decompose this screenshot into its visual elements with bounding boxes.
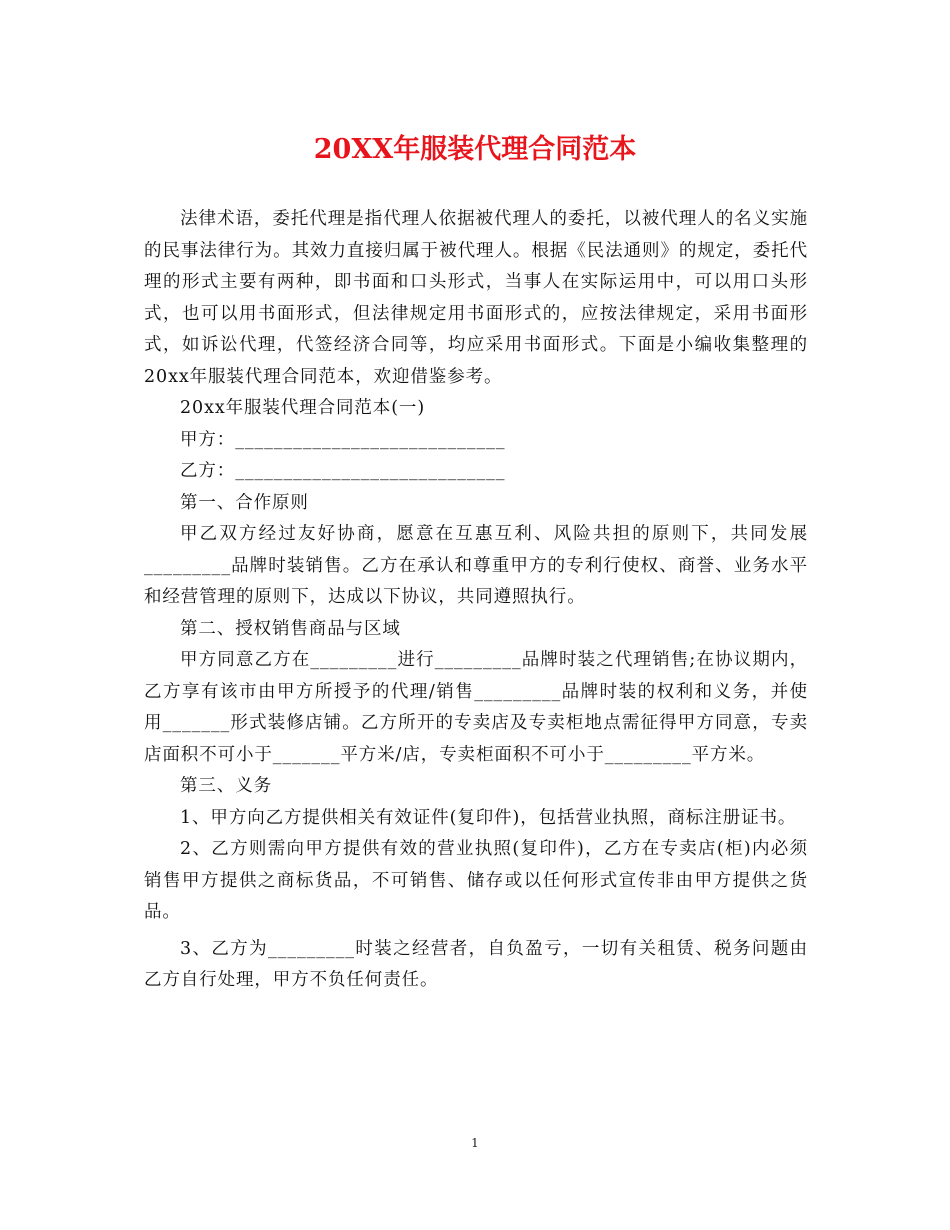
paragraph-party-a: 甲方：____________________________ <box>180 429 506 450</box>
section-heading-cooperation: 第一、合作原则 <box>180 492 309 513</box>
paragraph-intro: 法律术语，委托代理是指代理人依据被代理人的委托，以被代理人的名义实施的民事法律行为。其效力直接归属于被代理人。根据《民法通则》的规定，委托代理的形式主要有两种，即书面和口头形式，当事人在实际运用中，可以用口头形式，也可以用书面形式，但法律规定用书面形式的，应按法律规定，采用书面形式，如诉讼代理，代签经济合同等，均应采用书面形式。下面是小编收集整理的20xx年服装代理合同范本，欢迎借鉴参考。 <box>144 209 808 387</box>
paragraph-party-b: 乙方：____________________________ <box>180 461 506 481</box>
document-title: 20XX年服装代理合同范本 <box>313 134 637 165</box>
section-heading-obligations: 第三、义务 <box>180 776 272 796</box>
paragraph-obligation-2: 2、乙方则需向甲方提供有效的营业执照(复印件)，乙方在专卖店(柜)内必须销售甲方提供之商标货品，不可销售、储存或以任何形式宣传非由甲方提供之货品。 <box>144 839 808 922</box>
page-number: 1 <box>471 1136 479 1150</box>
paragraph-authorization: 甲方同意乙方在_________进行_________品牌时装之代理销售;在协议期内，乙方享有该市由甲方所授予的代理/销售_________品牌时装的权利和义务，并使用_______形式装修店铺。乙方所开的专卖店及专卖柜地点需征得甲方同意，专卖店面积不可小于_______平方米/店，专卖柜面积不可小于_________平方米。 <box>144 650 808 765</box>
section-heading-authorization: 第二、授权销售商品与区域 <box>180 618 401 639</box>
paragraph-obligation-1: 1、甲方向乙方提供相关有效证件(复印件)，包括营业执照，商标注册证书。 <box>180 807 797 828</box>
paragraph-obligation-3: 3、乙方为_________时装之经营者，自负盈亏，一切有关租赁、税务问题由乙方自行处理，甲方不负任何责任。 <box>144 938 808 990</box>
paragraph-contract-heading: 20xx年服装代理合同范本(一) <box>180 398 426 418</box>
paragraph-cooperation: 甲乙双方经过友好协商，愿意在互惠互利、风险共担的原则下，共同发展_________品牌时装销售。乙方在承认和尊重甲方的专利行使权、商誉、业务水平和经营管理的原则下，达成以下协议，共同遵照执行。 <box>144 524 808 607</box>
document-body <box>144 204 808 997</box>
